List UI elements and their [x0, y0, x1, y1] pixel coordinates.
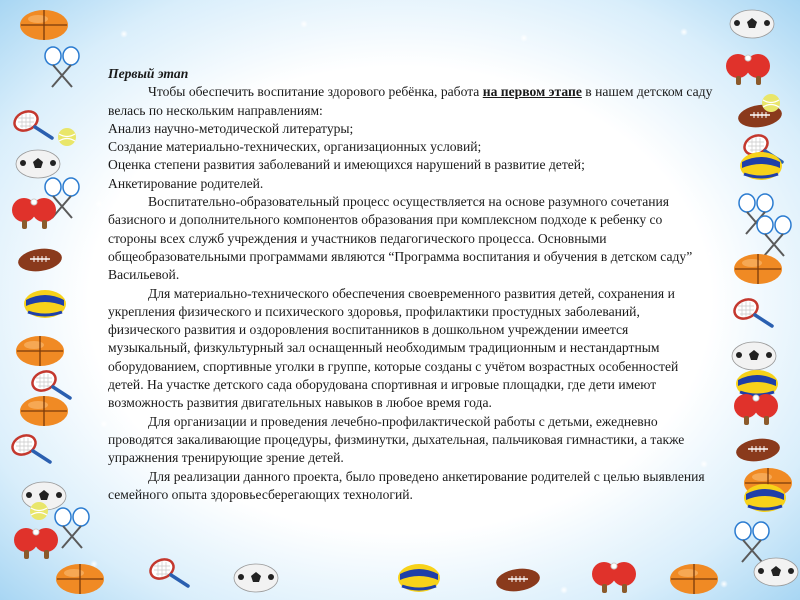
tennis-ball-icon [56, 126, 78, 148]
sparkle [300, 20, 308, 28]
list-item: Анализ научно-методической литературы; [108, 120, 354, 136]
sparkle [120, 30, 128, 38]
sparkle [100, 420, 108, 428]
volleyball-icon [742, 482, 788, 514]
soccer-ball-icon [728, 8, 776, 40]
volleyball-icon [738, 150, 784, 182]
sparkle [560, 586, 568, 594]
paragraph-health-work: Для организации и проведения лечебно-профилактической работы с детьми, ежедневно проводятся закаливающие процедуры, физминутки, дыхательная, пальчиковая гимнастики, а также упражнения тренирующие зрение детей. [108, 413, 685, 466]
badminton-rackets-icon [40, 45, 86, 89]
volleyball-icon [396, 562, 442, 594]
section-heading: Первый этап [108, 66, 189, 81]
basketball-icon [668, 562, 720, 596]
intro-text-start: Чтобы обеспечить воспитание здорового ребёнка, работа [148, 84, 483, 100]
tennis-racket-icon [732, 296, 776, 330]
tennis-racket-icon [12, 108, 56, 142]
tennis-ball-icon [28, 500, 50, 522]
rugby-ball-icon [734, 436, 782, 464]
ping-pong-paddle-icon [730, 392, 784, 426]
soccer-ball-icon [232, 562, 280, 594]
rugby-ball-icon [494, 566, 542, 594]
intro-emphasis: на первом этапе [482, 84, 582, 100]
tennis-ball-icon [760, 92, 782, 114]
ping-pong-paddle-icon [722, 52, 776, 86]
ping-pong-paddle-icon [8, 196, 62, 230]
volleyball-icon [22, 288, 68, 320]
basketball-icon [54, 562, 106, 596]
ping-pong-paddle-icon [588, 560, 642, 594]
rugby-ball-icon [16, 246, 64, 274]
list-item: Оценка степени развития заболеваний и имеющихся нарушений в развитие детей; [108, 157, 585, 173]
sparkle [720, 580, 728, 588]
badminton-rackets-icon [50, 506, 96, 550]
intro-paragraph [108, 83, 713, 120]
basketball-icon [18, 394, 70, 428]
paragraph-material-support: Для материально-технического обеспечения своевременного развития детей, сохранения и укрепления физического и психического здоровья, профилактики простудных заболеваний, физического развития и оздоровления воспитанников в дошкольном учреждении имеется музыкальный, физкультурный зал оснащенный необходимым традиционным и нестандартным оборудованием, спортивные уголки в группе, которые созданы с учётом возрастных особенностей детей. На участке детского сада оборудована спортивная и игровые площадки, где дети имеют возможность развития двигательных навыков в любое время года. [108, 285, 679, 411]
list-item: Создание материально-технических, организационных условий; [108, 139, 482, 155]
sparkle [680, 28, 688, 36]
tennis-racket-icon [148, 556, 192, 590]
paragraph-parent-survey: Для реализации данного проекта, было проведено анкетирование родителей с целью выявления семейного опыта здоровьесберегающих технологий. [108, 468, 705, 502]
soccer-ball-icon [752, 556, 800, 588]
basketball-icon [18, 8, 70, 42]
sparkle [520, 34, 528, 42]
basketball-icon [14, 334, 66, 368]
tennis-racket-icon [10, 432, 54, 466]
sparkle [95, 200, 103, 208]
document-body [108, 65, 713, 504]
intro-text-end: в нашем детском саду велась по нескольким направлениям: [108, 84, 713, 118]
paragraph-educational-process: Воспитательно-образовательный процесс осуществляется на основе разумного сочетания базисного и дополнительного компонентов образования при комплексном подходе к ребенку со стороны всех служб учреждения и участников педагогического процесса. Основными общеобразовательными программами являются “Программа воспитания и обучения в детском саду” Васильевой. [108, 194, 693, 283]
list-item: Анкетирование родителей. [108, 175, 264, 191]
basketball-icon [732, 252, 784, 286]
